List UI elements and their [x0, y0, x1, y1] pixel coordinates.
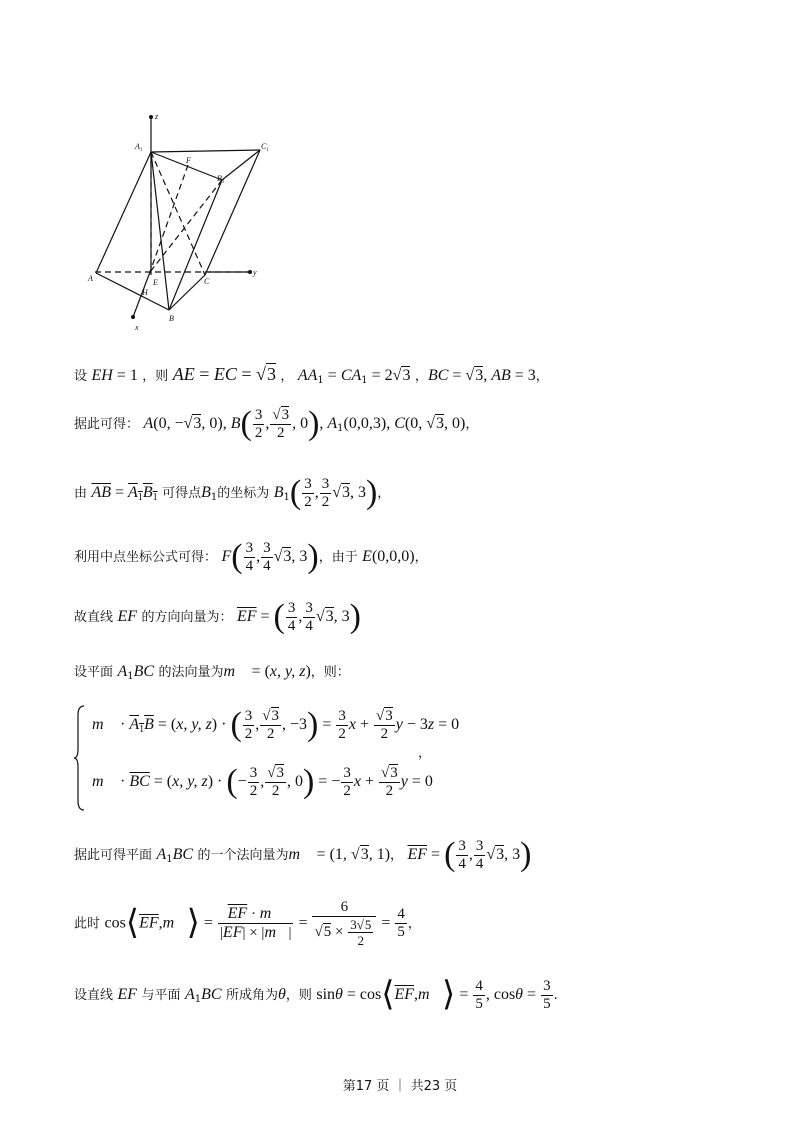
text: 的坐标为: [217, 486, 270, 501]
solution-line-5: 故直线 EF 的方向向量为： $\overline{EF}$ = ( $\frac{3}{4}$ , $\frac{3}{4}$ √3, 3): [74, 598, 361, 635]
text: 的方向向量为：: [141, 610, 233, 625]
text: 故直线: [74, 610, 114, 625]
text: ，: [465, 417, 479, 432]
solution-line-1: 设 EH = 1 ，则 AE = EC = √3 ， $AA_1 = CA_1 = 2√3$ ，BC = √3, AB = 3，: [74, 364, 549, 386]
text: 据此可得平面: [74, 848, 153, 863]
text: 利用中点坐标公式可得：: [74, 550, 218, 565]
text: 的法向量为: [158, 665, 224, 680]
label-B: B: [169, 314, 174, 323]
text: 与平面: [141, 988, 181, 1003]
label-x: x: [135, 323, 139, 332]
system-brace: [74, 705, 86, 811]
text: ，由于: [318, 550, 358, 565]
text: 可得点: [162, 486, 202, 501]
text: 设: [74, 369, 88, 384]
text: ，: [377, 486, 391, 501]
text: 的一个法向量为: [197, 848, 289, 863]
page-footer: 第17 页 ｜ 共23 页: [342, 1079, 458, 1094]
system-equation-1: m⃗ · $A_1B = (x$, y, z) · ( $\frac{3}{2}$ , $\frac{√3}{2}$ , −3) = $\frac{3}{2}$ x + $\frac{√3}{2}$ y − 3z = 0: [92, 706, 460, 743]
label-B1: $B_1$: [217, 174, 225, 185]
solution-line-2: 据此可得： A(0, −√3, 0), B( $\frac{3}{2}$ , $\frac{√3}{2}$ , 0), $A_1(0,0,3)$, C(0, √3, 0)，: [74, 405, 479, 442]
label-E: E: [153, 278, 158, 287]
solution-line-7: 据此可得平面 $A_1BC$ 的一个法向量为m⃗ = (1, √3, 1)， $\overline{EF}$ = ( $\frac{3}{4}$ , $\frac{3}{4}$ √3, 3): [74, 836, 532, 873]
text: 所成角为: [226, 988, 279, 1003]
prism-figure: [80, 105, 290, 340]
solution-line-4: 利用中点坐标公式可得： F( $\frac{3}{4}$ , $\frac{3}{4}$ √3, 3)，由于 E(0,0,0)，: [74, 538, 428, 575]
text: 设直线: [74, 988, 114, 1003]
text: ，: [414, 550, 428, 565]
text: ，: [418, 746, 432, 761]
label-z: z: [155, 112, 159, 121]
solution-line-8: 此时 $\cos⟨\overline{EF},m⃗⟩$ = $\frac{\overline{EF} \cdot m⃗}{|\overline{EF}| \times |m⃗|}$ = 6 √5 × $\frac{3√5}{2}$ = $\frac{4}{5}$ ，: [74, 899, 421, 948]
text: ，: [390, 848, 404, 863]
text: ，: [280, 369, 294, 384]
solution-line-3: 由 $\overline{AB} = A_1B_1$ 可得点$B_1$的坐标为 $B_1$( $\frac{3}{2}$ , $\frac{3}{2}$ √3, 3)，: [74, 474, 391, 511]
text: .: [553, 988, 558, 1003]
solution-line-9: 设直线 EF 与平面 $A_1BC$ 所成角为θ，则 $\sin\theta = \cos⟨\overline{EF},m⃗⟩$ = $\frac{4}{5}$ , cosθ = $\frac{3}{5}$ .: [74, 976, 558, 1013]
text: ，则: [142, 369, 169, 384]
text: ，则：: [310, 665, 350, 680]
label-F: F: [186, 156, 191, 165]
label-A1: $A_1$: [135, 142, 143, 153]
label-A: A: [88, 274, 93, 283]
text: 由: [74, 486, 88, 501]
label-y: y: [253, 268, 257, 277]
text: ，: [407, 916, 421, 932]
text: ，: [535, 369, 549, 384]
text: ，: [414, 369, 428, 384]
text: ，则: [285, 988, 312, 1003]
system-tail: [418, 746, 431, 760]
text: 设平面: [74, 665, 114, 680]
system-equation-2: m⃗ · $\overline{BC} = (x$, y, z) · (− $\frac{3}{2}$ , $\frac{√3}{2}$ , 0) = − $\frac{3}{2}$ x + $\frac{√3}{2}$ y = 0: [92, 763, 433, 800]
label-C: C: [204, 277, 210, 286]
text: 此时: [74, 916, 101, 932]
solution-line-6: 设平面 $A_1BC$ 的法向量为m⃗ = (x, y, z)，则：: [74, 663, 350, 682]
label-C1: $C_1$: [261, 142, 269, 153]
label-H: H: [142, 288, 148, 297]
text: 据此可得：: [74, 417, 140, 432]
